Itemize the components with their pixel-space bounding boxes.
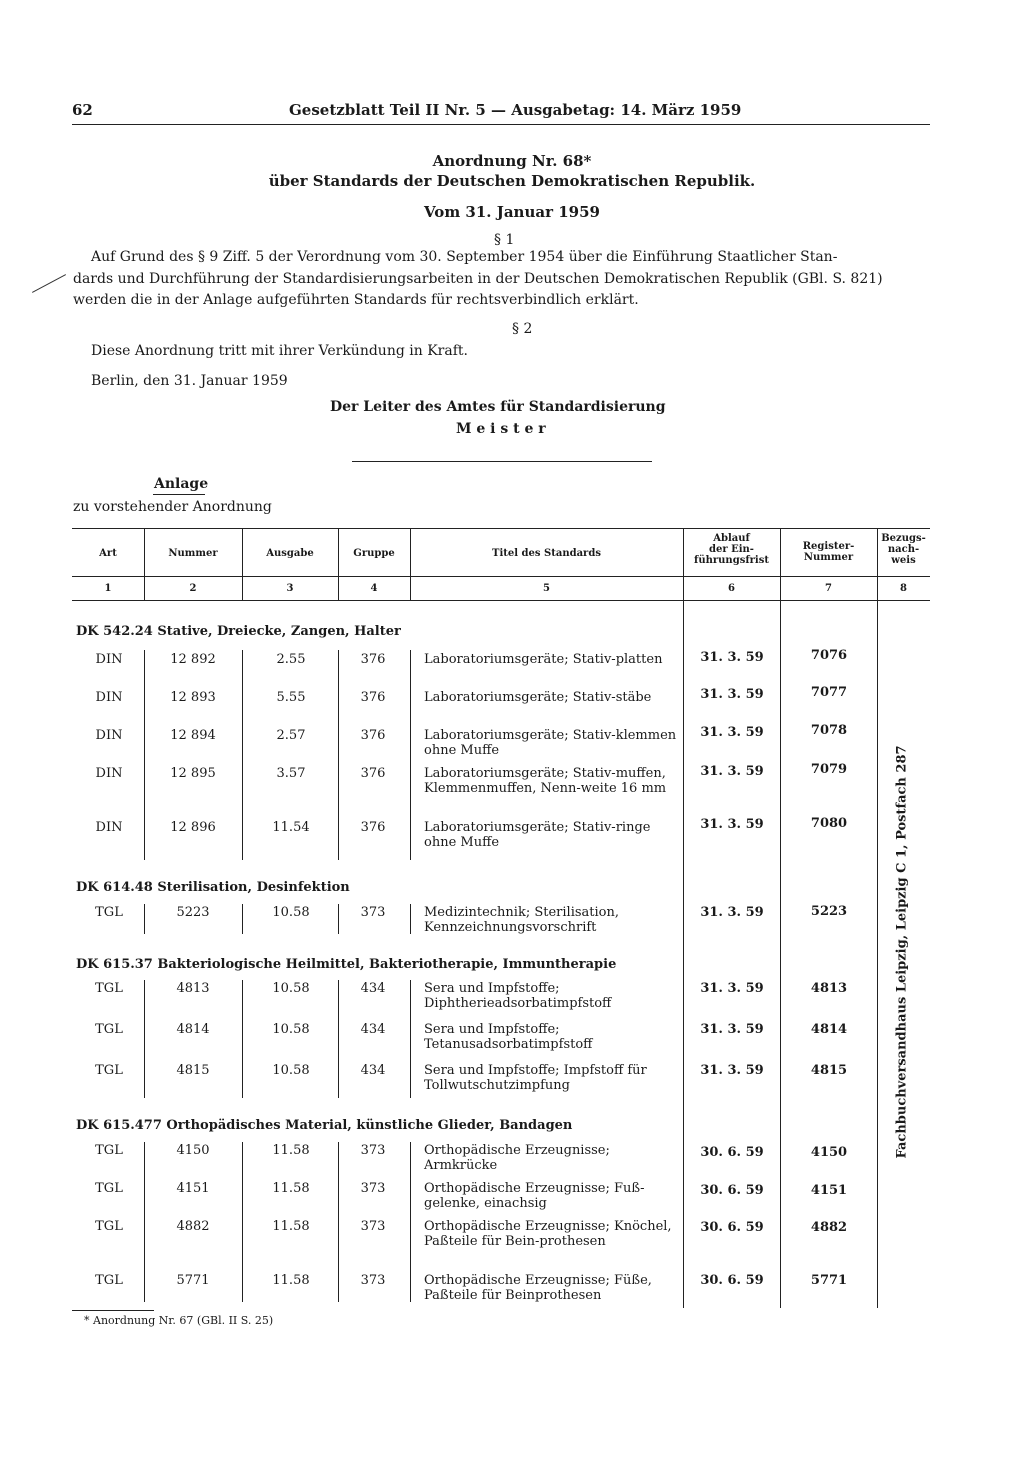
cell-gruppe: 373 <box>360 1273 386 1288</box>
column-number: 5 <box>543 583 550 594</box>
row-divider <box>410 904 411 934</box>
cell-frist: 30. 6. 59 <box>700 1273 764 1288</box>
cell-titel: Laboratoriumsgeräte; Stativ-platten <box>424 652 663 667</box>
bezug-line: weis <box>891 555 916 566</box>
cell-ausgabe: 2.57 <box>276 728 306 743</box>
cell-titel: Orthopädische Erzeugnisse; Füße, Paßteile für Beinprothesen <box>424 1273 652 1303</box>
cell-titel: Sera und Impfstoffe; Diphtherieadsorbatimpfstoff <box>424 981 612 1011</box>
cell-art: DIN <box>95 820 123 835</box>
cell-ausgabe: 2.55 <box>276 652 306 667</box>
cell-nummer: 12 892 <box>170 652 216 667</box>
row-divider <box>242 650 243 860</box>
cell-register: 7078 <box>810 723 848 738</box>
cell-frist: 31. 3. 59 <box>700 764 764 779</box>
cell-titel: Laboratoriumsgeräte; Stativ-stäbe <box>424 690 652 705</box>
order-subtitle: über Standards der Deutschen Demokratischen Republik. <box>268 172 756 190</box>
cell-art: TGL <box>95 1022 123 1037</box>
cell-art: TGL <box>95 1143 123 1158</box>
cell-ausgabe: 3.57 <box>276 766 306 781</box>
col-divider <box>780 528 781 1308</box>
cell-titel: Sera und Impfstoffe; Impfstoff für Tollwutschutzimpfung <box>424 1063 647 1093</box>
row-divider <box>242 1142 243 1302</box>
frist-line: Ablauf <box>713 533 750 544</box>
cell-art: DIN <box>95 766 123 781</box>
margin-pen-mark <box>32 274 66 293</box>
column-header-register <box>780 541 877 563</box>
cell-art: TGL <box>95 905 123 920</box>
row-divider <box>144 904 145 934</box>
column-header-art: Art <box>99 548 117 559</box>
cell-gruppe: 373 <box>360 905 386 920</box>
cell-art: DIN <box>95 728 123 743</box>
cell-register: 7079 <box>810 762 848 777</box>
column-header-gruppe: Gruppe <box>353 548 395 559</box>
column-number: 7 <box>825 583 832 594</box>
cell-titel: Sera und Impfstoffe; Tetanusadsorbatimpfstoff <box>424 1022 593 1052</box>
cell-register: 4815 <box>810 1063 848 1078</box>
cell-nummer: 12 895 <box>170 766 216 781</box>
cell-ausgabe: 11.58 <box>272 1181 310 1196</box>
column-number: 2 <box>189 583 197 594</box>
row-divider <box>338 650 339 860</box>
cell-frist: 31. 3. 59 <box>700 1063 764 1078</box>
cell-gruppe: 376 <box>360 728 386 743</box>
cell-nummer: 4151 <box>176 1181 210 1196</box>
cell-ausgabe: 10.58 <box>272 1063 310 1078</box>
row-divider <box>338 980 339 1098</box>
cell-register: 4882 <box>810 1220 848 1235</box>
cell-titel: Laboratoriumsgeräte; Stativ-ringe ohne Muffe <box>424 820 651 850</box>
cell-titel: Orthopädische Erzeugnisse; Fuß-gelenke, einachsig <box>424 1181 645 1211</box>
annex-subtitle: zu vorstehender Anordnung <box>73 499 272 515</box>
paragraph-1-line-1: Auf Grund des § 9 Ziff. 5 der Verordnung vom 30. September 1954 über die Einführung Staatlicher Stan- <box>91 249 838 265</box>
cell-nummer: 5223 <box>176 905 210 920</box>
group-heading: DK 615.37 Bakteriologische Heilmittel, Bakteriotherapie, Immuntherapie <box>76 957 617 972</box>
cell-art: TGL <box>95 1219 123 1234</box>
paragraph-1-line-2: dards und Durchführung der Standardisierungsarbeiten in der Deutschen Demokratischen Republik (GBl. S. 821) <box>73 271 883 287</box>
signer-name: M e i s t e r <box>456 421 546 437</box>
cell-frist: 31. 3. 59 <box>700 817 764 832</box>
cell-nummer: 4814 <box>176 1022 210 1037</box>
cell-art: TGL <box>95 1273 123 1288</box>
cell-art: TGL <box>95 1063 123 1078</box>
paragraph-2-text: Diese Anordnung tritt mit ihrer Verkündung in Kraft. <box>91 343 468 359</box>
signature-rule <box>352 461 652 462</box>
paragraph-1-heading: § 1 <box>494 232 515 248</box>
cell-ausgabe: 10.58 <box>272 1022 310 1037</box>
row-divider <box>144 980 145 1098</box>
column-number: 6 <box>728 583 735 594</box>
cell-gruppe: 373 <box>360 1219 386 1234</box>
cell-register: 4813 <box>810 981 848 996</box>
cell-gruppe: 434 <box>360 1022 386 1037</box>
running-header: Gesetzblatt Teil II Nr. 5 — Ausgabetag: 14. März 1959 <box>289 101 742 119</box>
cell-frist: 31. 3. 59 <box>700 650 764 665</box>
cell-ausgabe: 10.58 <box>272 981 310 996</box>
cell-frist: 31. 3. 59 <box>700 981 764 996</box>
cell-gruppe: 376 <box>360 820 386 835</box>
cell-nummer: 5771 <box>176 1273 210 1288</box>
frist-line: führungsfrist <box>694 555 769 566</box>
row-divider <box>338 904 339 934</box>
cell-nummer: 12 894 <box>170 728 216 743</box>
column-header-nummer: Nummer <box>168 548 218 559</box>
cell-frist: 31. 3. 59 <box>700 725 764 740</box>
column-number: 1 <box>104 583 112 594</box>
cell-titel: Orthopädische Erzeugnisse; Knöchel, Paßteile für Bein-prothesen <box>424 1219 672 1249</box>
bezugsnachweis-vertical: Fachbuchversandhaus Leipzig, Leipzig C 1, Postfach 287 <box>894 745 910 1159</box>
cell-ausgabe: 5.55 <box>276 690 306 705</box>
row-divider <box>410 980 411 1098</box>
cell-frist: 31. 3. 59 <box>700 905 764 920</box>
annex-title: Anlage <box>154 476 209 492</box>
cell-register: 5771 <box>810 1273 848 1288</box>
cell-titel: Laboratoriumsgeräte; Stativ-klemmen ohne Muffe <box>424 728 677 758</box>
cell-nummer: 12 893 <box>170 690 216 705</box>
cell-gruppe: 376 <box>360 766 386 781</box>
register-line: Register- <box>802 541 855 552</box>
column-header-frist <box>683 533 780 566</box>
row-divider <box>144 1142 145 1302</box>
page-number: 62 <box>72 101 93 119</box>
annex-title-underline <box>153 494 205 495</box>
column-number: 8 <box>900 583 907 594</box>
cell-ausgabe: 10.58 <box>272 905 310 920</box>
column-header-titel: Titel des Standards <box>492 548 601 559</box>
cell-frist: 30. 6. 59 <box>700 1220 764 1235</box>
column-number: 3 <box>286 583 294 594</box>
cell-art: TGL <box>95 981 123 996</box>
cell-nummer: 4815 <box>176 1063 210 1078</box>
table-top-rule <box>72 528 930 529</box>
place-date: Berlin, den 31. Januar 1959 <box>91 373 288 389</box>
row-divider <box>338 1142 339 1302</box>
cell-titel: Laboratoriumsgeräte; Stativ-muffen, Klemmenmuffen, Nenn-weite 16 mm <box>424 766 667 796</box>
cell-nummer: 12 896 <box>170 820 216 835</box>
cell-register: 4151 <box>810 1183 848 1198</box>
register-line: Nummer <box>803 552 854 563</box>
cell-art: TGL <box>95 1181 123 1196</box>
row-divider <box>144 650 145 860</box>
cell-gruppe: 434 <box>360 1063 386 1078</box>
cell-gruppe: 373 <box>360 1181 386 1196</box>
cell-register: 5223 <box>810 904 848 919</box>
cell-art: DIN <box>95 690 123 705</box>
row-divider <box>410 1142 411 1302</box>
cell-register: 7080 <box>810 816 848 831</box>
footnote: * Anordnung Nr. 67 (GBl. II S. 25) <box>84 1314 274 1327</box>
row-divider <box>242 980 243 1098</box>
group-heading: DK 614.48 Sterilisation, Desinfektion <box>76 880 350 895</box>
row-divider <box>410 650 411 860</box>
table-header-rule <box>72 576 930 577</box>
cell-ausgabe: 11.58 <box>272 1219 310 1234</box>
cell-gruppe: 376 <box>360 690 386 705</box>
frist-line: der Ein- <box>709 544 754 555</box>
cell-register: 4814 <box>810 1022 848 1037</box>
cell-frist: 30. 6. 59 <box>700 1183 764 1198</box>
cell-titel: Orthopädische Erzeugnisse; Armkrücke <box>424 1143 610 1173</box>
cell-gruppe: 376 <box>360 652 386 667</box>
cell-nummer: 4150 <box>176 1143 210 1158</box>
column-header-bezug <box>877 533 930 566</box>
group-heading: DK 542.24 Stative, Dreiecke, Zangen, Halter <box>76 624 401 639</box>
cell-frist: 31. 3. 59 <box>700 687 764 702</box>
cell-register: 7076 <box>810 648 848 663</box>
order-title: Anordnung Nr. 68* <box>432 152 592 170</box>
cell-gruppe: 373 <box>360 1143 386 1158</box>
paragraph-1-line-3: werden die in der Anlage aufgeführten Standards für rechtsverbindlich erklärt. <box>73 292 639 308</box>
bezug-line: nach- <box>887 544 920 555</box>
cell-frist: 30. 6. 59 <box>700 1145 764 1160</box>
cell-ausgabe: 11.54 <box>272 820 310 835</box>
paragraph-2-heading: § 2 <box>512 321 533 337</box>
cell-nummer: 4882 <box>176 1219 210 1234</box>
cell-art: DIN <box>95 652 123 667</box>
cell-ausgabe: 11.58 <box>272 1273 310 1288</box>
cell-frist: 31. 3. 59 <box>700 1022 764 1037</box>
col-divider <box>877 528 878 1308</box>
cell-gruppe: 434 <box>360 981 386 996</box>
row-divider <box>242 904 243 934</box>
order-date: Vom 31. Januar 1959 <box>424 203 600 221</box>
cell-titel: Medizintechnik; Sterilisation, Kennzeichnungsvorschrift <box>424 905 619 935</box>
header-rule <box>72 124 930 125</box>
table-numbers-rule <box>72 600 930 601</box>
footnote-rule <box>72 1310 154 1311</box>
bezug-line: Bezugs- <box>881 533 926 544</box>
signer-title: Der Leiter des Amtes für Standardisierung <box>330 399 666 415</box>
cell-ausgabe: 11.58 <box>272 1143 310 1158</box>
group-heading: DK 615.477 Orthopädisches Material, künstliche Glieder, Bandagen <box>76 1118 573 1133</box>
cell-nummer: 4813 <box>176 981 210 996</box>
column-header-ausgabe: Ausgabe <box>266 548 314 559</box>
cell-register: 4150 <box>810 1145 848 1160</box>
column-number: 4 <box>370 583 378 594</box>
cell-register: 7077 <box>810 685 848 700</box>
